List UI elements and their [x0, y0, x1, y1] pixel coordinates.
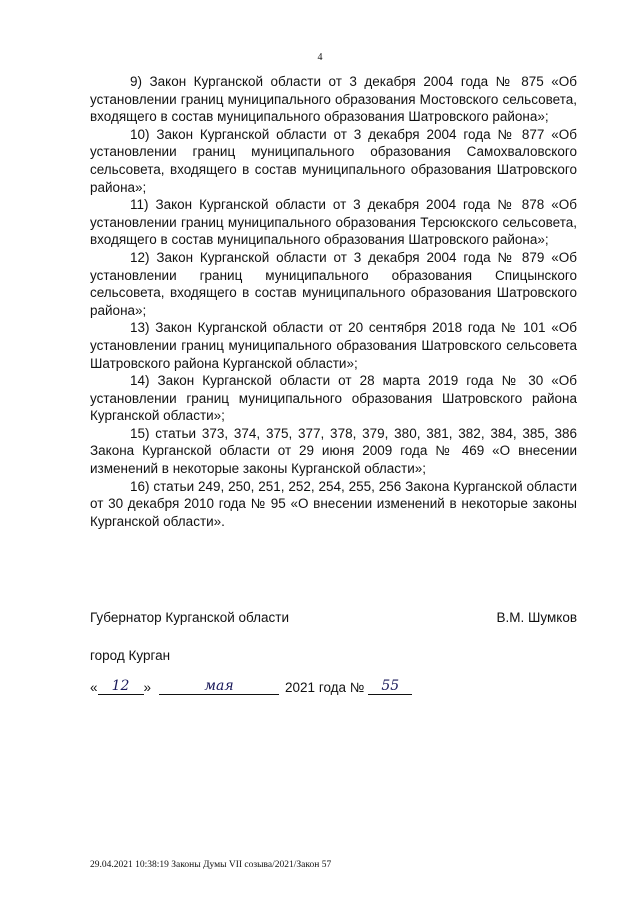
signatory-title: Губернатор Курганской области [90, 610, 290, 625]
document-footer: 29.04.2021 10:38:19 Законы Думы VII созыва/2021/Закон 57 [90, 860, 332, 870]
list-item: 10) Закон Курганской области от 3 декабря 2004 года № 877 «Об установлении границ муниципального образования Самохваловского сельсовета, входящего в состав муниципального образования Шатровского района»; [90, 126, 577, 195]
list-item: 15) статьи 373, 374, 375, 377, 378, 379, 380, 381, 382, 384, 385, 386 Закона Курганской области от 29 июня 2009 года № 469 «О внесении изменений в некоторые законы Курганской области»; [90, 425, 577, 477]
signature-block [90, 610, 577, 625]
law-list [90, 73, 577, 530]
date-line [90, 678, 412, 695]
list-item: 13) Закон Курганской области от 20 сентября 2018 года № 101 «Об установлении границ муниципального образования Шатровского сельсовета Шатровского района Курганской области»; [90, 320, 577, 371]
date-month: мая [159, 678, 279, 695]
city-line: город Курган [90, 648, 171, 663]
date-year-text: 2021 года № [285, 680, 365, 695]
law-number: 55 [368, 678, 412, 695]
list-item: 11) Закон Курганской области от 3 декабря 2004 года № 878 «Об установлении границ муниципального образования Терсюкского сельсовета, входящего в состав муниципального образования Шатровского района»; [90, 197, 577, 248]
list-item: 12) Закон Курганской области от 3 декабря 2004 года № 879 «Об установлении границ муниципального образования Спицынского сельсовета, входящего в состав муниципального образования Шатровского района»; [90, 249, 577, 318]
list-item: 14) Закон Курганской области от 28 марта 2019 года № 30 «Об установлении границ муниципального образования Шатровского района Курганской области»; [90, 373, 577, 424]
open-quote: « [90, 680, 98, 695]
date-day: 12 [98, 678, 144, 695]
page-number: 4 [317, 52, 323, 63]
signatory-name: В.М. Шумков [496, 610, 577, 625]
list-item: 9) Закон Курганской области от 3 декабря 2004 года № 875 «Об установлении границ муниципального образования Мостовского сельсовета, входящего в состав муниципального образования Шатровского района»; [90, 74, 577, 125]
close-quote: » [143, 680, 152, 695]
list-item: 16) статьи 249, 250, 251, 252, 254, 255, 256 Закона Курганской области от 30 декабря 2010 года № 95 «О внесении изменений в некоторые законы Курганской области». [90, 478, 577, 529]
